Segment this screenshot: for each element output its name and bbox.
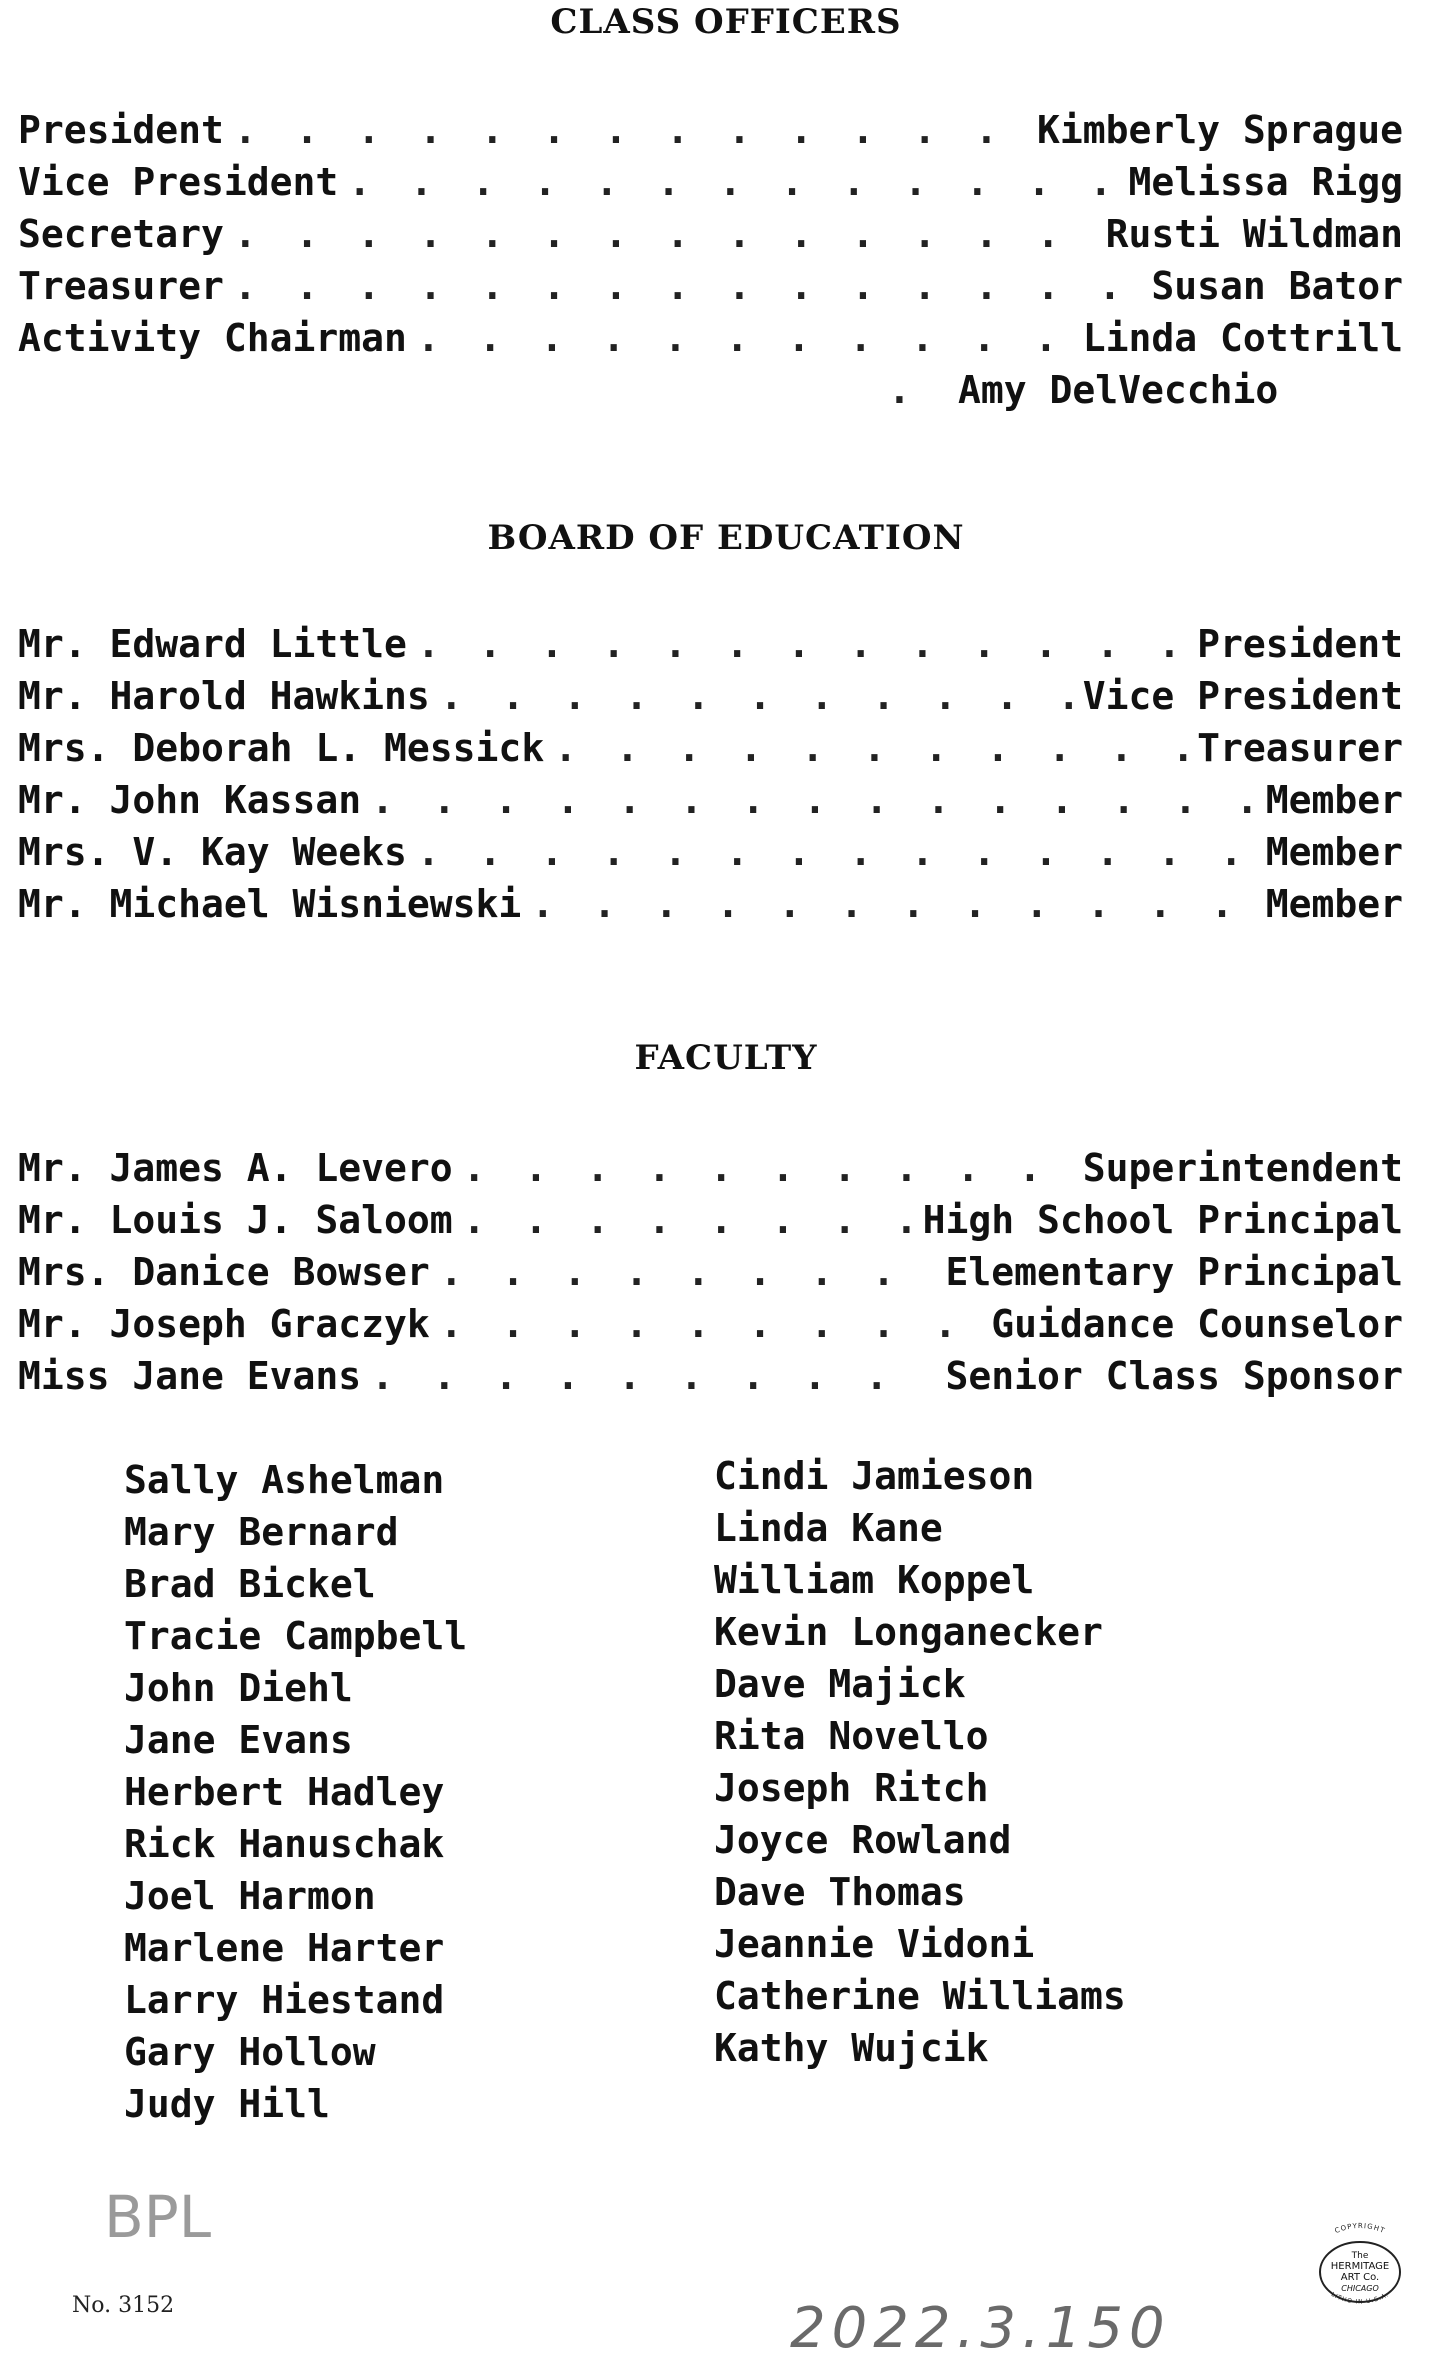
board-row (18, 826, 1403, 878)
faculty-member: Joel Harmon (124, 1874, 376, 1918)
board-position: Member (1265, 778, 1403, 822)
accession-number: 2022.3.150 (790, 2296, 1171, 2361)
faculty-member: Joyce Rowland (714, 1818, 1012, 1862)
faculty-row (18, 1298, 1403, 1350)
dot-leader (440, 670, 1073, 722)
officer-role: Vice President (18, 160, 339, 204)
officer-row (18, 312, 1403, 364)
faculty-row (18, 1142, 1403, 1194)
faculty-name: Mr. James A. Levero (18, 1146, 453, 1190)
dot-leader (440, 1246, 936, 1298)
dot-leader (348, 156, 1118, 208)
faculty-member: Jane Evans (124, 1718, 353, 1762)
board-member-name: Mr. Michael Wisniewski (18, 882, 522, 926)
faculty-members-left-column (124, 1454, 724, 2130)
board-row (18, 618, 1403, 670)
board-of-education-heading: BOARD OF EDUCATION (487, 518, 965, 558)
dot-leader (417, 312, 1073, 364)
seal-line: CHICAGO (1341, 2284, 1379, 2293)
faculty-member: Sally Ashelman (124, 1458, 445, 1502)
faculty-title: Elementary Principal (945, 1250, 1403, 1294)
faculty-member: Dave Thomas (714, 1870, 966, 1914)
officer-row (18, 156, 1403, 208)
board-member-name: Mr. John Kassan (18, 778, 362, 822)
dot-leader (371, 774, 1256, 826)
officer-row (18, 260, 1403, 312)
faculty-name: Mr. Louis J. Saloom (18, 1198, 453, 1242)
faculty-member: Cindi Jamieson (714, 1454, 1035, 1498)
faculty-member: Mary Bernard (124, 1510, 399, 1554)
faculty-row (18, 1246, 1403, 1298)
board-row (18, 722, 1403, 774)
faculty-member: Rick Hanuschak (124, 1822, 445, 1866)
faculty-row (18, 1350, 1403, 1402)
faculty-members-right-column (714, 1450, 1314, 2074)
faculty-member: Rita Novello (714, 1714, 989, 1758)
dot-leader (417, 618, 1187, 670)
faculty-member: Catherine Williams (714, 1974, 1126, 2018)
seal-line: ART Co. (1340, 2272, 1380, 2283)
board-member-name: Mrs. Deborah L. Messick (18, 726, 545, 770)
officer-name: Amy DelVecchio (958, 368, 1279, 412)
dot-leader (888, 364, 948, 416)
dot-leader (463, 1142, 1073, 1194)
board-of-education-list (18, 618, 1403, 930)
hermitage-art-co-seal (1298, 2222, 1422, 2318)
faculty-member: Judy Hill (124, 2082, 330, 2126)
officer-row-continuation (18, 364, 1403, 416)
faculty-member: Larry Hiestand (124, 1978, 445, 2022)
officer-role: Activity Chairman (18, 316, 407, 360)
officer-name: Linda Cottrill (1082, 316, 1403, 360)
dot-leader (417, 826, 1256, 878)
faculty-member: Gary Hollow (124, 2030, 376, 2074)
officer-row (18, 208, 1403, 260)
faculty-titles-list (18, 1142, 1403, 1402)
officer-name: Melissa Rigg (1128, 160, 1403, 204)
board-member-name: Mrs. V. Kay Weeks (18, 830, 407, 874)
faculty-title: Guidance Counselor (991, 1302, 1403, 1346)
faculty-name: Mrs. Danice Bowser (18, 1250, 430, 1294)
seal-bottom-text: LITHO IN U.S.A. (1329, 2291, 1391, 2306)
seal-line: HERMITAGE (1330, 2261, 1390, 2272)
dot-leader (463, 1194, 913, 1246)
seal-line: The (1351, 2251, 1369, 2261)
board-row (18, 878, 1403, 930)
faculty-member: Tracie Campbell (124, 1614, 468, 1658)
bpl-stamp: BPL (104, 2183, 212, 2251)
board-position: Vice President (1082, 674, 1403, 718)
faculty-member: Joseph Ritch (714, 1766, 989, 1810)
officer-row (18, 104, 1403, 156)
officer-role: Treasurer (18, 264, 224, 308)
officer-role: Secretary (18, 212, 224, 256)
dot-leader (234, 260, 1141, 312)
officer-name: Rusti Wildman (1105, 212, 1403, 256)
board-position: Member (1265, 882, 1403, 926)
class-officers-heading: CLASS OFFICERS (550, 2, 902, 42)
faculty-member: Herbert Hadley (124, 1770, 445, 1814)
class-officers-list (18, 104, 1403, 416)
faculty-title: High School Principal (922, 1198, 1403, 1242)
board-member-name: Mr. Edward Little (18, 622, 407, 666)
faculty-name: Mr. Joseph Graczyk (18, 1302, 430, 1346)
board-member-name: Mr. Harold Hawkins (18, 674, 430, 718)
dot-leader (234, 208, 1096, 260)
faculty-member: Kevin Longanecker (714, 1610, 1103, 1654)
faculty-member: Jeannie Vidoni (714, 1922, 1035, 1966)
dot-leader (234, 104, 1027, 156)
board-row (18, 774, 1403, 826)
faculty-member: Linda Kane (714, 1506, 943, 1550)
dot-leader (371, 1350, 935, 1402)
faculty-member: Brad Bickel (124, 1562, 376, 1606)
board-position: Treasurer (1197, 726, 1403, 770)
faculty-member: Marlene Harter (124, 1926, 445, 1970)
officer-name: Susan Bator (1151, 264, 1403, 308)
faculty-heading: FACULTY (634, 1038, 818, 1078)
seal-top-text: COPYRIGHT (1333, 2222, 1387, 2236)
board-row (18, 670, 1403, 722)
faculty-row (18, 1194, 1403, 1246)
faculty-member: John Diehl (124, 1666, 353, 1710)
faculty-member: William Koppel (714, 1558, 1035, 1602)
faculty-name: Miss Jane Evans (18, 1354, 362, 1398)
form-number: No. 3152 (72, 2293, 175, 2318)
faculty-title: Senior Class Sponsor (945, 1354, 1403, 1398)
faculty-member: Kathy Wujcik (714, 2026, 989, 2070)
officer-name: Kimberly Sprague (1036, 108, 1403, 152)
board-position: President (1197, 622, 1403, 666)
faculty-title: Superintendent (1082, 1146, 1403, 1190)
dot-leader (531, 878, 1255, 930)
board-position: Member (1265, 830, 1403, 874)
dot-leader (440, 1298, 981, 1350)
faculty-member: Dave Majick (714, 1662, 966, 1706)
officer-role: President (18, 108, 224, 152)
dot-leader (554, 722, 1187, 774)
